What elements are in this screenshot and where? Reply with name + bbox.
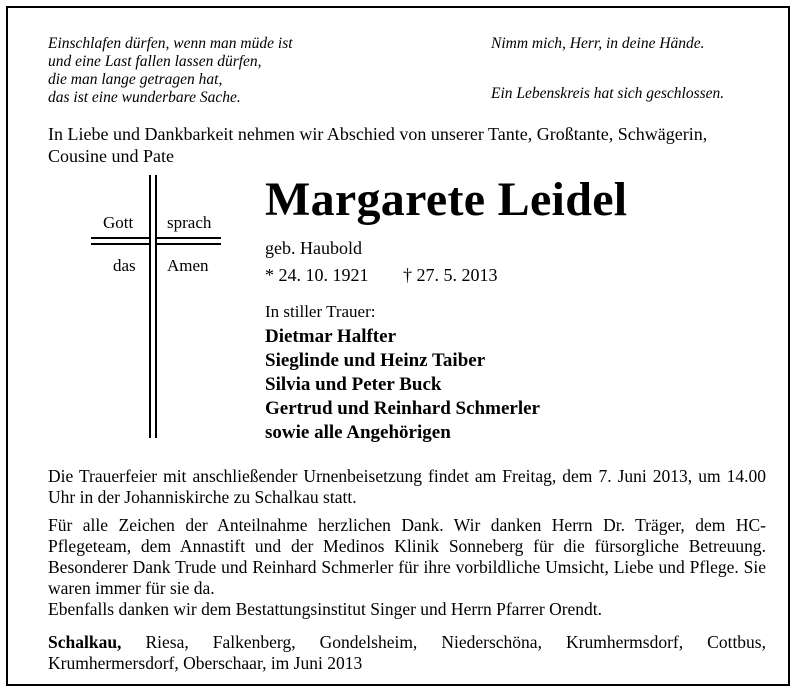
poem-line: die man lange getragen hat, (48, 71, 223, 88)
mourners-list (265, 325, 540, 445)
intro-text: In Liebe und Dankbarkeit nehmen wir Abschied von unserer Tante, Großtante, Schwägerin, Cousine und Pate (48, 124, 708, 166)
thanks-paragraph-2: Ebenfalls danken wir dem Bestattungsinstitut Singer und Herrn Pfarrer Orendt. (48, 599, 603, 619)
deceased-name: Margarete Leidel (265, 173, 628, 226)
poem-line: und eine Last fallen lassen dürfen, (48, 53, 262, 70)
cross-word-top-right: sprach (167, 213, 212, 232)
place-list: Riesa, Falkenberg, Gondelsheim, Niederschöna, Krumhermsdorf, Cottbus, Krumhermersdorf, Oberschaar, im Juni 2013 (48, 632, 766, 673)
mourner: Silvia und Peter Buck (265, 374, 442, 395)
cross-word-bottom-right: Amen (167, 256, 209, 275)
mourner: Dietmar Halfter (265, 326, 397, 347)
mourning-label: In stiller Trauer: (265, 302, 376, 321)
mourner: Sieglinde und Heinz Taiber (265, 350, 486, 371)
poem-right-top: Nimm mich, Herr, in deine Hände. (491, 35, 705, 52)
mourner: sowie alle Angehörigen (265, 422, 451, 443)
mourner: Gertrud und Reinhard Schmerler (265, 398, 540, 419)
maiden-name: geb. Haubold (265, 238, 362, 258)
town-name: Schalkau, (48, 632, 122, 652)
obituary-notice (6, 6, 790, 686)
life-dates (265, 264, 498, 286)
thanks-paragraph: Für alle Zeichen der Anteilnahme herzlichen Dank. Wir danken Herrn Dr. Träger, dem HC-Pflegeteam, dem Annastift und der Medinos Klinik Sonneberg für die fürsorgliche Betreuung. Besonderer Dank Trude und Reinhard Schmerler für ihre vorbildliche Umsicht, Liebe und Pflege. Sie waren immer für sie da. (48, 515, 766, 598)
poem-line: Einschlafen dürfen, wenn man müde ist (48, 35, 293, 52)
poem-line: das ist eine wunderbare Sache. (48, 89, 241, 106)
cross-word-top-left: Gott (103, 213, 134, 232)
cross-vertical-beam (149, 175, 157, 438)
cross-horizontal-beam (91, 237, 221, 245)
death-date: † 27. 5. 2013 (403, 265, 498, 285)
place-and-date (48, 632, 766, 674)
cross-word-bottom-left: das (113, 256, 136, 275)
birth-date: * 24. 10. 1921 (265, 265, 369, 285)
poem-left (48, 35, 293, 107)
funeral-info: Die Trauerfeier mit anschließender Urnenbeisetzung findet am Freitag, dem 7. Juni 2013, um 14.00 Uhr in der Johanniskirche zu Schalkau statt. (48, 466, 766, 507)
cross-icon (91, 175, 231, 440)
poem-right-bottom: Ein Lebenskreis hat sich geschlossen. (491, 85, 725, 102)
